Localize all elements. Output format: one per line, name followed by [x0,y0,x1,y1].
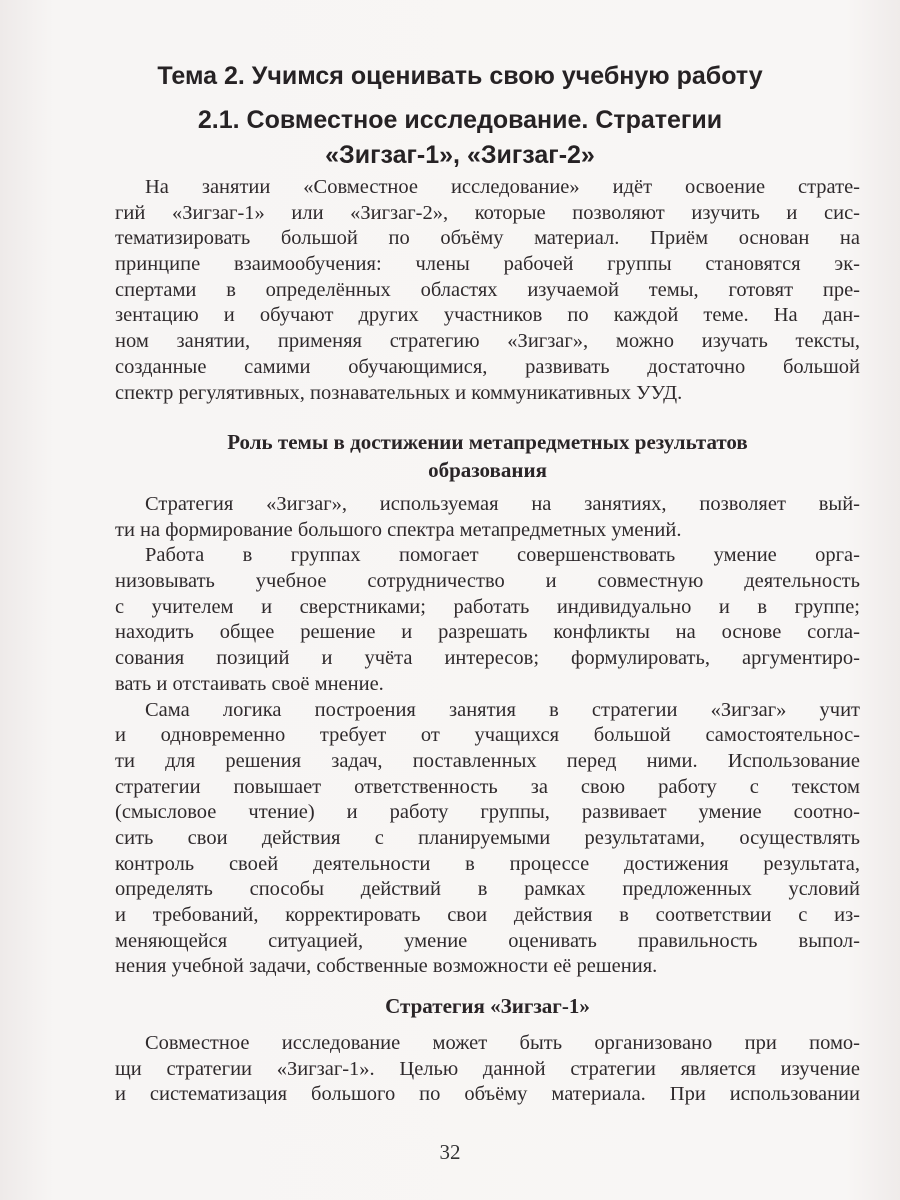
text-line: ном занятии, применяя стратегию «Зигзаг», можно изучать тексты, [115,330,860,353]
text-line: Стратегия «Зигзаг», используемая на занятиях, позволяет вый- [145,493,860,515]
text-line: Работа в группах помогает совершенствовать умение орга- [145,544,860,567]
section-title-line1: 2.1. Совместное исследование. Стратегии [197,106,723,134]
heading-zigzag1: Стратегия «Зигзаг-1» [385,994,590,1018]
text-line: щи стратегии «Зигзаг-1». Целью данной стратегии является изучение [115,1057,860,1080]
text-line: ти для решения задач, поставленных перед ними. Использование [115,749,860,772]
text-line: принципе взаимообучения: члены рабочей группы становятся эк- [115,253,860,276]
text-line: ти на формирование большого спектра метапредметных умений. [115,518,682,541]
text-line: и систематизация большого по объёму материала. При использовании [115,1083,860,1106]
text-line: гий «Зигзаг-1» или «Зигзаг-2», которые позволяют изучить и сис- [115,201,860,224]
text-line: нения учебной задачи, собственные возможности её решения. [115,955,658,978]
text-line: меняющейся ситуацией, умение оценивать правильность выпол- [115,929,860,952]
text-line: находить общее решение и разрешать конфликты на основе согла- [115,621,860,644]
text-line: определять способы действий в рамках предложенных условий [115,878,860,901]
section-title-line2: «Зигзаг-1», «Зигзаг-2» [325,141,595,169]
paragraph-group-work [115,543,860,697]
text-line: сования позиций и учёта интересов; формулировать, аргументиро- [115,647,860,670]
paragraph-strategy [115,492,860,543]
text-line: с учителем и сверстниками; работать индивидуально и в группе; [115,595,860,618]
text-line: Совместное исследование может быть организовано при помо- [145,1032,860,1054]
topic-title: Тема 2. Учимся оценивать свою учебную работу [157,62,763,90]
text-line: контроль своей деятельности в процессе достижения результата, [115,852,860,875]
page-number: 32 [439,1140,461,1164]
paragraph-intro [115,175,860,406]
text-line: (смысловое чтение) и работу группы, развивает умение соотно- [115,801,860,824]
text-line: На занятии «Совместное исследование» идёт освоение страте- [145,176,860,198]
text-line: сить свои действия с планируемыми результатами, осуществлять [115,827,860,850]
heading-role-line2: образования [428,458,547,482]
text-line: спектр регулятивных, познавательных и коммуникативных УУД. [115,381,683,404]
text-line: тематизировать большой по объёму материал. Приём основан на [115,227,860,250]
text-line: и требований, корректировать свои действия в соответствии с из- [115,904,860,927]
text-line: вать и отстаивать своё мнение. [115,672,384,695]
paragraph-logic [115,698,860,981]
text-line: Сама логика построения занятия в стратегии «Зигзаг» учит [145,698,860,721]
heading-role-line1: Роль темы в достижении метапредметных результатов [227,430,748,454]
text-line: зентацию и обучают других участников по каждой теме. На дан- [115,304,860,327]
text-line: спертами в определённых областях изучаемой темы, готовят пре- [115,278,860,301]
text-line: стратегии повышает ответственность за свою работу с текстом [115,775,860,798]
text-line: созданные самими обучающимися, развивать достаточно большой [115,355,860,378]
text-line: низовывать учебное сотрудничество и совместную деятельность [115,570,860,593]
text-line: и одновременно требует от учащихся большой самостоятельнос- [115,724,860,747]
paragraph-zigzag1 [115,1031,860,1108]
